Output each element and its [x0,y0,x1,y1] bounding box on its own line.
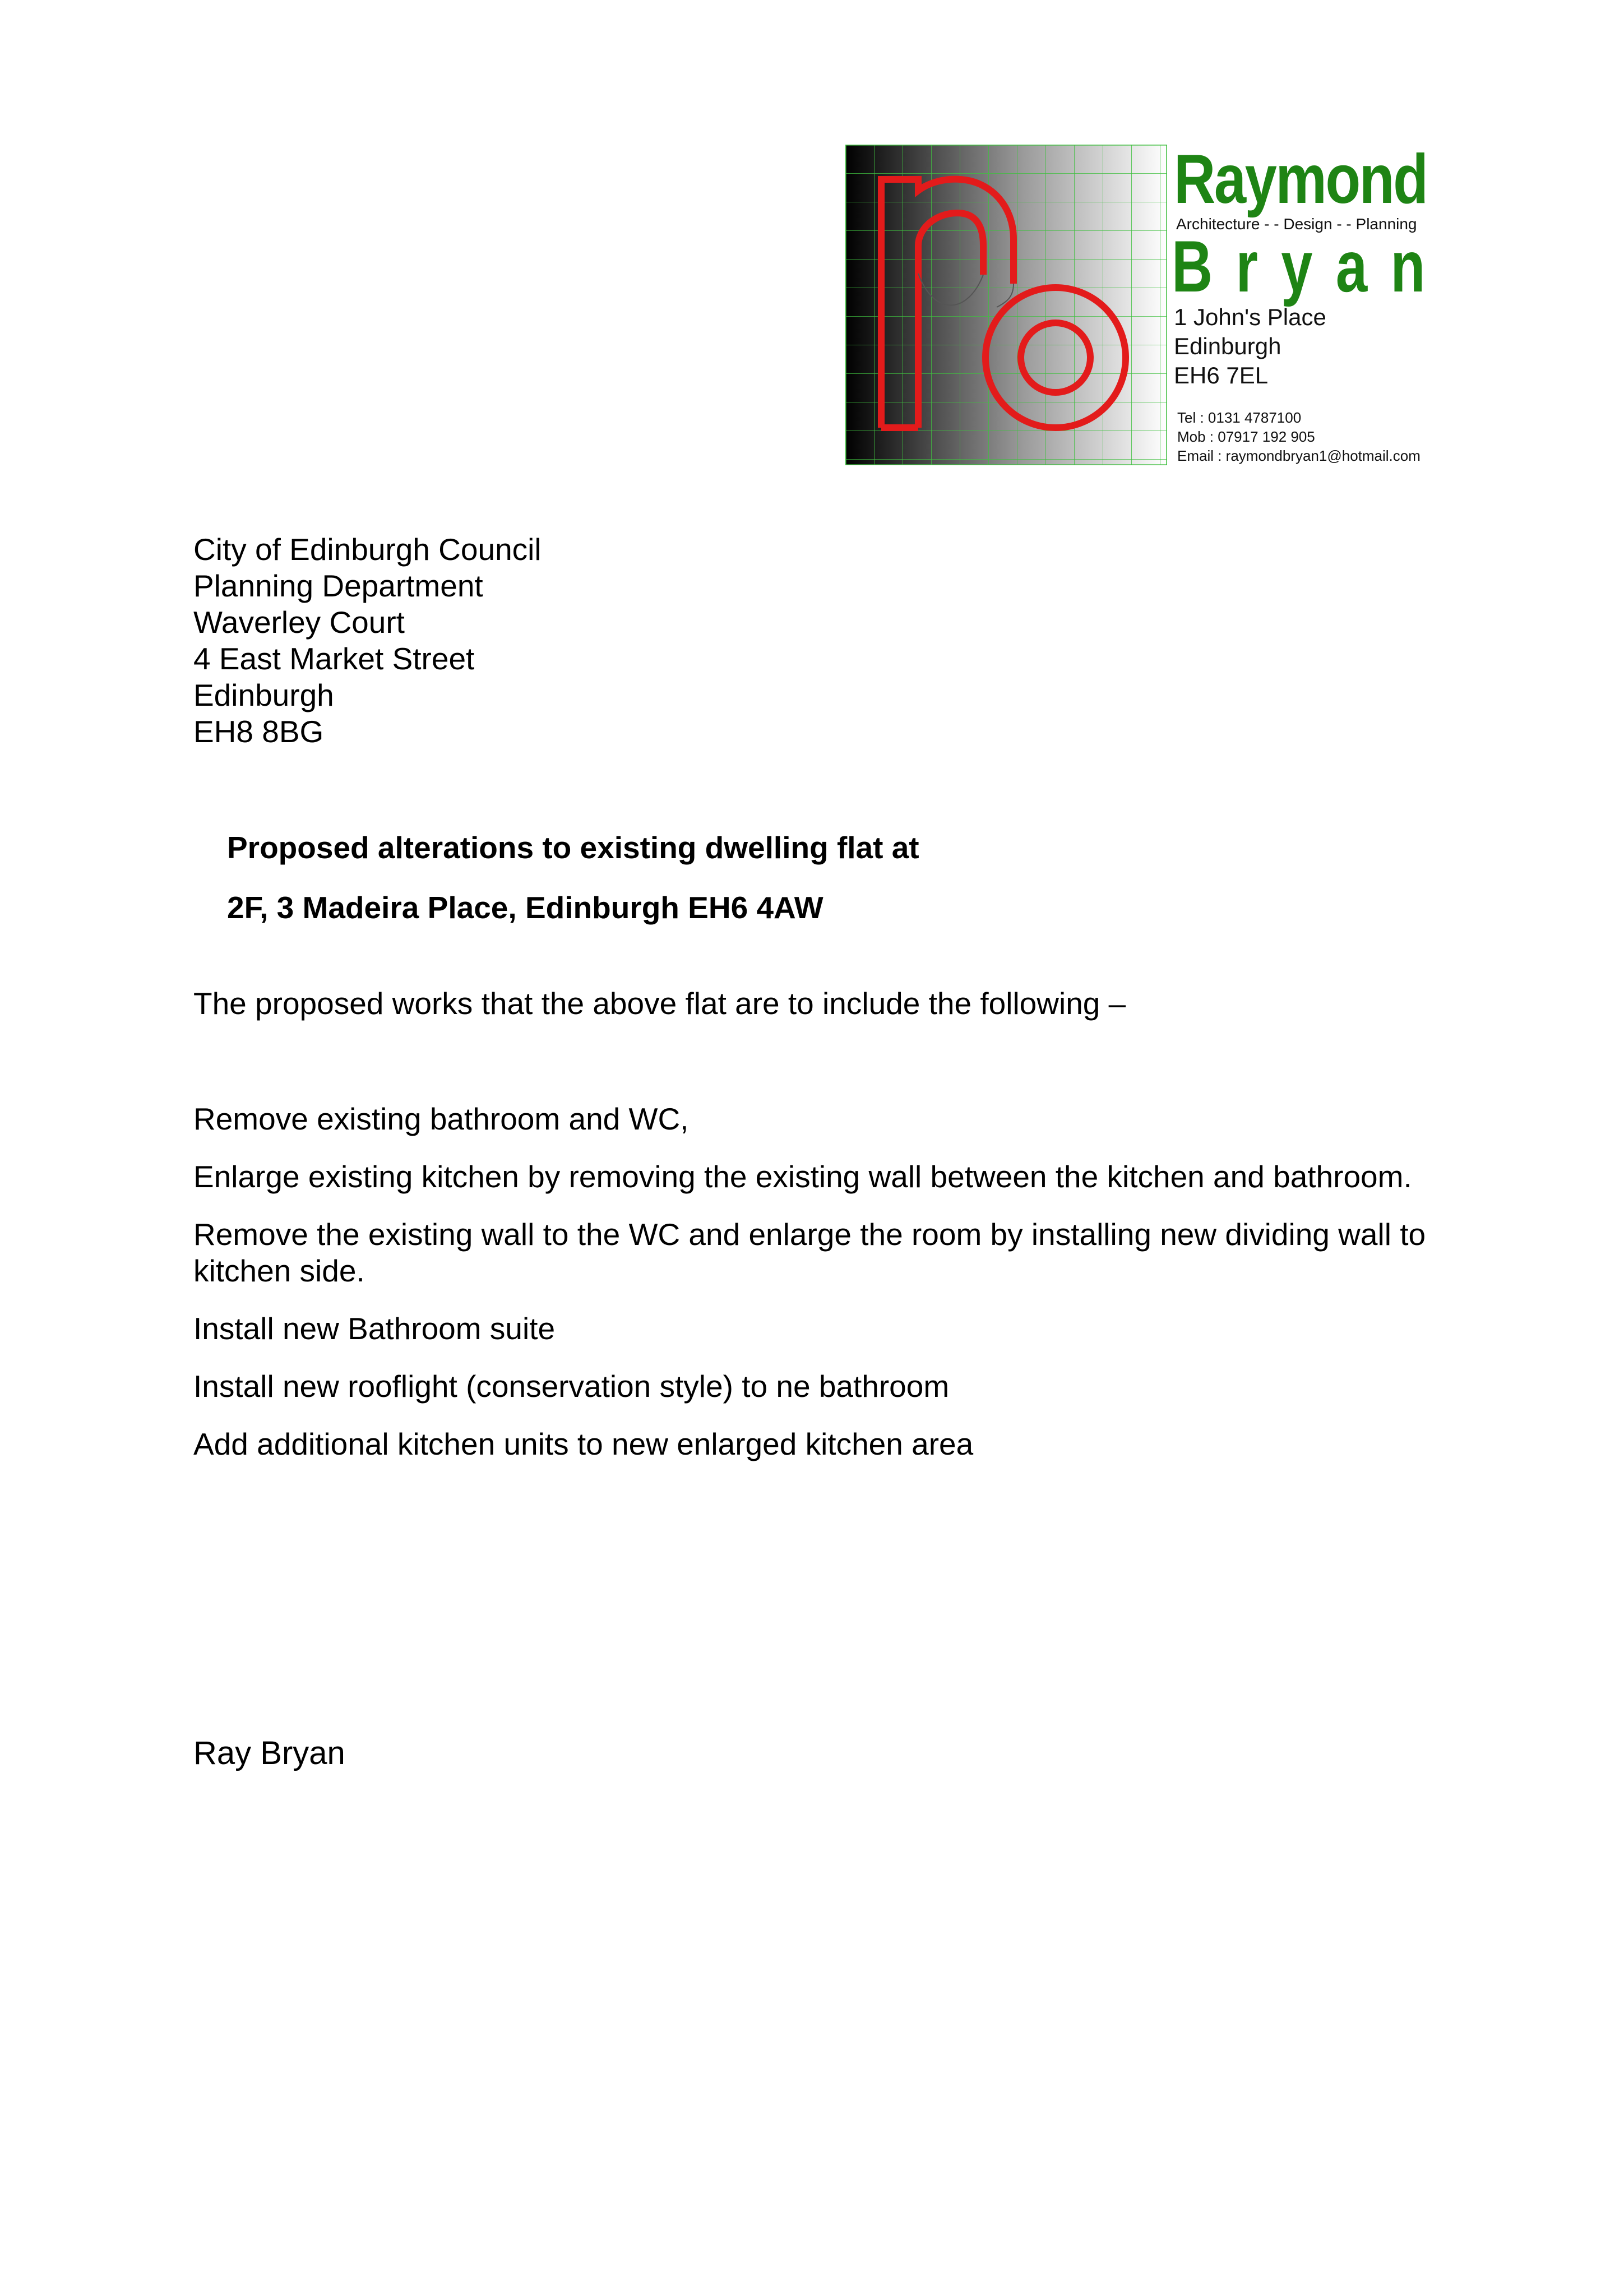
brand-letter: a [1335,225,1368,307]
works-item: Remove existing bathroom and WC, [193,1101,689,1136]
brand-tagline: Architecture - - Design - - Planning [1176,215,1417,233]
works-list [193,1101,1449,1484]
sender-address [1174,303,1326,390]
sender-email: Email : raymondbryan1@hotmail.com [1177,447,1421,464]
subject-address: 2F, 3 Madeira Place, Edinburgh EH6 4AW [227,890,823,925]
recipient-address-line: City of Edinburgh Council [193,532,542,567]
recipient-address-line: Waverley Court [193,605,405,640]
intro-paragraph: The proposed works that the above flat are to include the following – [193,986,1126,1021]
recipient-address-line: Edinburgh [193,678,334,712]
works-item: Install new Bathroom suite [193,1311,556,1346]
subject-heading: Proposed alterations to existing dwelling flat at [227,830,919,865]
works-item: Install new rooflight (conservation style) to ne bathroom [193,1369,950,1404]
sender-address-line: 1 John's Place [1174,304,1326,330]
letterhead [845,141,1428,467]
works-item: Remove the existing wall to the WC and enlarge the room by installing new dividing wall to kitchen side. [193,1217,1426,1288]
sender-address-line: EH6 7EL [1174,362,1269,388]
sender-mobile: Mob : 07917 192 905 [1177,428,1315,445]
brand-block [1172,141,1429,467]
works-item: Enlarge existing kitchen by removing the existing wall between the kitchen and bathroom. [193,1159,1412,1194]
brand-letter: n [1390,225,1426,307]
brand-letter: B [1172,225,1213,307]
recipient-address [193,531,542,750]
brand-letter: y [1281,225,1313,307]
brand-letter: r [1236,225,1258,307]
works-item: Add additional kitchen units to new enlarged kitchen area [193,1427,974,1461]
signature-name: Ray Bryan [193,1735,345,1771]
sender-address-line: Edinburgh [1174,333,1281,359]
recipient-address-line: Planning Department [193,568,483,603]
recipient-address-line: 4 East Market Street [193,641,475,676]
recipient-address-line: EH8 8BG [193,714,324,749]
sender-contact [1177,408,1421,465]
sender-tel: Tel : 0131 4787100 [1177,409,1302,426]
rb-monogram-logo-icon [845,145,1167,465]
brand-name-raymond: Raymond [1174,141,1427,218]
brand-name-bryan [1172,225,1426,307]
